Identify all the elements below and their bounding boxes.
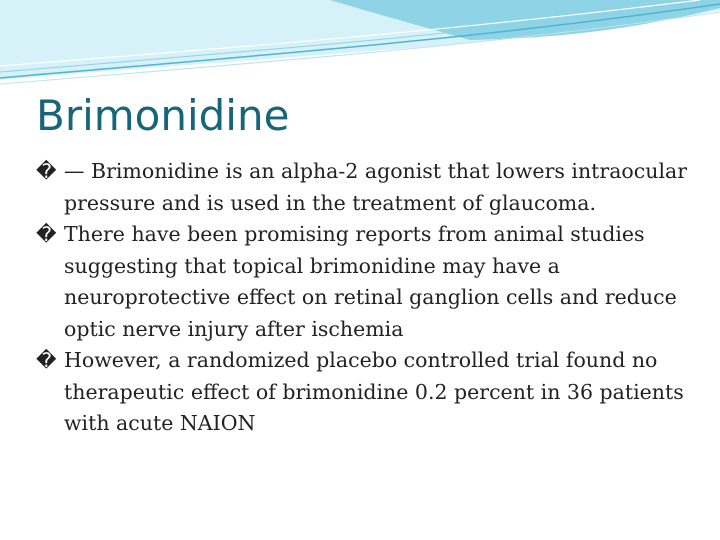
- bullet-text: — Brimonidine is an alpha-2 agonist that lowers intraocular pressure and is used in the treatment of glaucoma.: [64, 159, 688, 215]
- slide-title: Brimonidine: [36, 91, 290, 140]
- header-wave-decoration: [0, 0, 720, 90]
- bullet-item: [36, 156, 696, 219]
- bullet-item: [36, 345, 696, 440]
- bullet-text: There have been promising reports from animal studies suggesting that topical brimonidine may have a neuroprotective effect on retinal ganglion cells and reduce optic nerve injury after ischemia: [64, 222, 677, 341]
- bullet-text: However, a randomized placebo controlled trial found no therapeutic effect of brimonidine 0.2 percent in 36 patients with acute NAION: [64, 348, 684, 435]
- bullet-marker-icon: �: [36, 159, 57, 183]
- bullet-item: [36, 219, 696, 345]
- bullet-marker-icon: �: [36, 348, 57, 372]
- bullet-marker-icon: �: [36, 222, 57, 246]
- bullet-list: [36, 156, 696, 440]
